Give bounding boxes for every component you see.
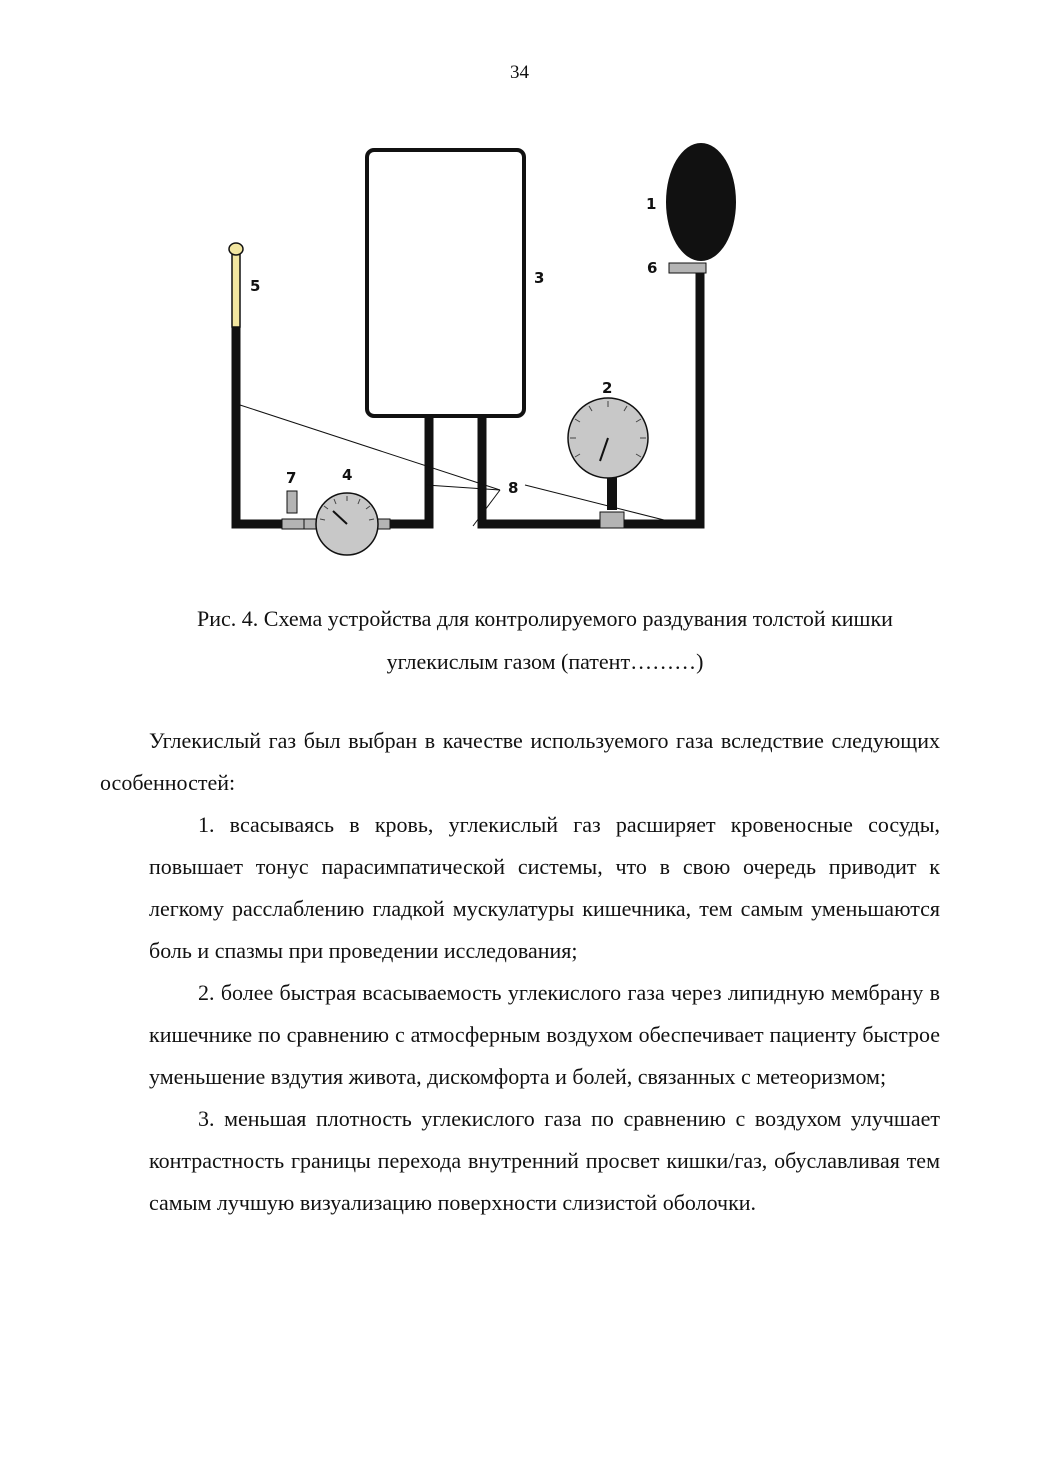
list-item-3: 3. меньшая плотность углекислого газа по сравнению с воздухом улучшает контрастность границы перехода внутренний просвет кишки/газ, обуславливая тем самым лучшую визуализацию поверхности слизистой оболочки.	[149, 1106, 940, 1215]
page-number: 34	[510, 62, 529, 83]
label-1: 1	[646, 195, 657, 213]
label-7: 7	[286, 469, 297, 487]
label-5: 5	[250, 277, 261, 295]
gas-bag	[666, 143, 736, 261]
gas-cylinder	[367, 150, 524, 416]
intro-paragraph: Углекислый газ был выбран в качестве используемого газа вследствие следующих особенностей:	[100, 728, 940, 795]
caption-line-1: Рис. 4. Схема устройства для контролируемого раздувания толстой кишки	[197, 606, 893, 631]
label-8: 8	[508, 479, 519, 497]
valve-7-tee	[282, 519, 304, 529]
label-2: 2	[602, 379, 613, 397]
device-schematic	[200, 135, 760, 575]
list-item-2: 2. более быстрая всасываемость углекислого газа через липидную мембрану в кишечнике по сравнению с атмосферным воздухом обеспечивает пациенту быстрое уменьшение вздутия живота, дискомфорта и болей, связанных с метеоризмом;	[149, 980, 940, 1089]
gauge-2-tee	[600, 512, 624, 528]
label-6: 6	[647, 259, 658, 277]
figure-caption	[140, 597, 950, 683]
body-text	[100, 720, 940, 1224]
valve-7-body	[287, 491, 297, 513]
valve-6	[669, 263, 706, 273]
label-4: 4	[342, 466, 353, 484]
pipe-cylinder-left	[383, 418, 429, 524]
label-3: 3	[534, 269, 545, 287]
list-item-1: 1. всасываясь в кровь, углекислый газ расширяет кровеносные сосуды, повышает тонус парасимпатической системы, что в свою очередь приводит к легкому расслаблению гладкой мускулатуры кишечника, тем самым уменьшаются боль и спазмы при проведении исследования;	[149, 812, 940, 963]
schematic-svg	[200, 135, 760, 575]
caption-line-2: углекислым газом (патент………)	[386, 649, 704, 674]
probe-tip	[232, 253, 240, 327]
probe-head	[229, 243, 243, 255]
